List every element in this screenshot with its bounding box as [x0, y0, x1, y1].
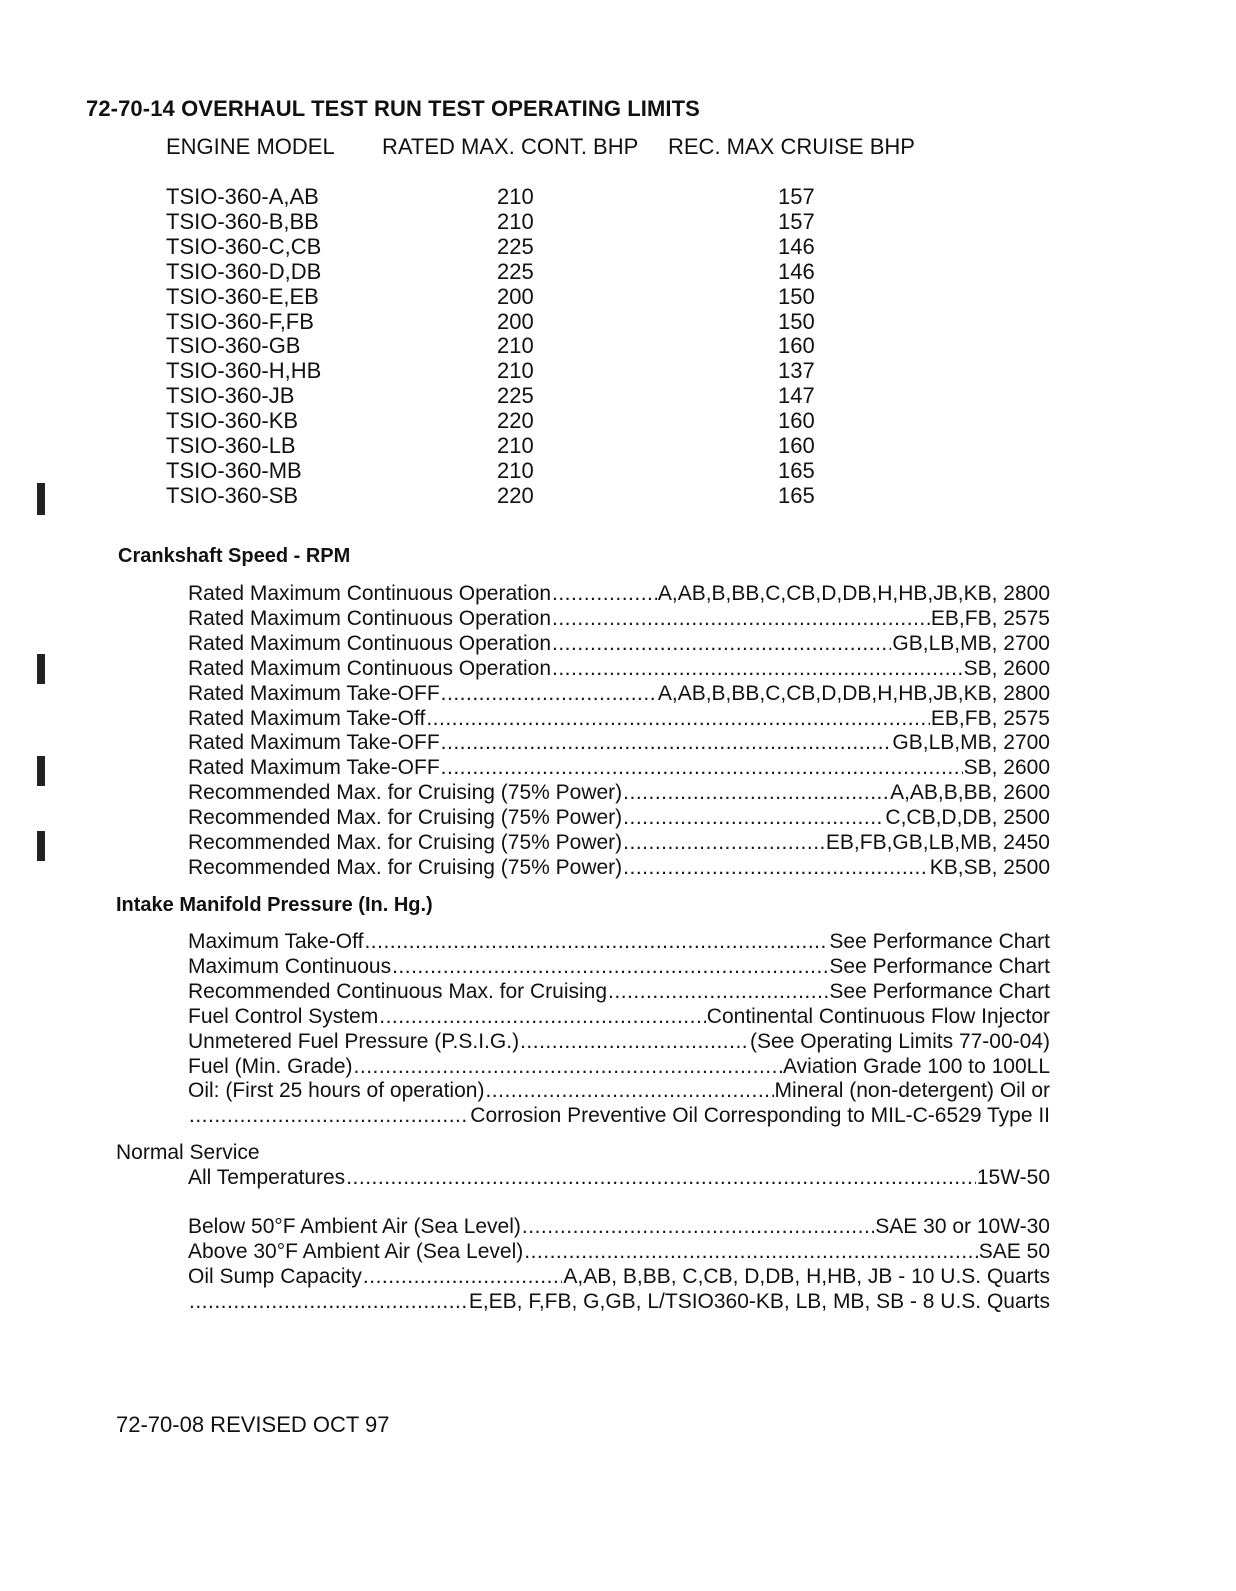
dot-leader: [379, 1004, 706, 1029]
rpm-limit-row: [188, 805, 1050, 830]
item-value: KB,SB, 2500: [929, 855, 1050, 879]
cruise-bhp-cell: 160: [778, 408, 815, 434]
item-label: Maximum Take-Off: [188, 930, 364, 953]
item-label: Rated Maximum Take-OFF: [188, 681, 440, 705]
oil-spec-row: [188, 1239, 1050, 1264]
oil-spec-row: [188, 1165, 1050, 1190]
item-value: A,AB,B,BB, 2600: [890, 781, 1050, 805]
engine-model-cell: TSIO-360-GB: [166, 333, 301, 359]
engine-model-cell: TSIO-360-B,BB: [166, 208, 319, 234]
col-header-engine-model: ENGINE MODEL: [166, 134, 335, 159]
revision-bar: [37, 831, 45, 861]
item-value: A,AB,B,BB,C,CB,D,DB,H,HB,JB,KB, 2800: [657, 582, 1050, 605]
item-label: Below 50°F Ambient Air (Sea Level): [188, 1215, 521, 1238]
rated-bhp-cell: 210: [497, 433, 534, 458]
engine-model-cell: TSIO-360-LB: [166, 433, 296, 458]
rated-bhp-cell: 225: [497, 383, 534, 409]
item-value: SAE 50: [978, 1240, 1050, 1263]
dot-leader: [524, 1239, 978, 1264]
dot-leader: [623, 780, 889, 805]
item-label: Rated Maximum Take-OFF: [188, 756, 440, 780]
normal-service-heading: Normal Service: [116, 1141, 260, 1164]
oil-spec-row: [188, 1264, 1050, 1289]
intake-limit-row: [188, 1029, 1050, 1054]
dot-leader: [426, 706, 930, 731]
engine-model-cell: TSIO-360-F,FB: [166, 308, 314, 334]
item-value: GB,LB,MB, 2700: [892, 731, 1050, 755]
engine-model-cell: TSIO-360-MB: [166, 457, 302, 483]
item-value: (See Operating Limits 77-00-04): [750, 1029, 1050, 1053]
dot-leader: [520, 1029, 749, 1054]
item-value: 15W-50: [976, 1166, 1050, 1189]
engine-model-cell: TSIO-360-H,HB: [166, 358, 322, 384]
table-row: [0, 333, 1236, 358]
table-row: [0, 209, 1236, 234]
cruise-bhp-cell: 157: [778, 208, 815, 234]
table-row: [0, 184, 1236, 209]
table-row: [0, 259, 1236, 284]
dot-leader: [608, 979, 828, 1004]
rated-bhp-cell: 210: [497, 208, 534, 234]
rpm-limit-row: [188, 681, 1050, 706]
table-row: [0, 234, 1236, 259]
item-value: See Performance Chart: [829, 954, 1050, 978]
cruise-bhp-cell: 137: [778, 358, 815, 384]
revision-bar: [37, 756, 45, 786]
dot-leader: [485, 1078, 773, 1103]
item-value: See Performance Chart: [829, 979, 1050, 1003]
rated-bhp-cell: 210: [497, 333, 534, 359]
dot-leader: [441, 730, 892, 755]
dot-leader: [441, 681, 657, 706]
item-label: Recommended Continuous Max. for Cruising: [188, 979, 608, 1003]
crankshaft-heading: Crankshaft Speed - RPM: [118, 545, 351, 567]
item-label: Rated Maximum Continuous Operation: [188, 582, 552, 605]
dot-leader: [623, 805, 884, 830]
rpm-limit-row: [188, 581, 1050, 606]
rpm-limit-row: [188, 780, 1050, 805]
dot-leader: [623, 830, 825, 855]
item-value: EB,FB, 2575: [930, 606, 1050, 630]
dot-leader: [441, 755, 963, 780]
intake-limit-row: [188, 954, 1050, 979]
intake-limit-row: [188, 1004, 1050, 1029]
cruise-bhp-cell: 160: [778, 333, 815, 359]
item-label: Maximum Continuous: [188, 954, 392, 978]
page-title: 72-70-14 OVERHAUL TEST RUN TEST OPERATING LIMITS: [86, 96, 700, 121]
item-value: SB, 2600: [963, 756, 1050, 780]
intake-limit-row: [188, 929, 1050, 954]
dot-leader: [552, 581, 657, 606]
dot-leader: [623, 855, 929, 880]
table-row: [0, 433, 1236, 458]
item-value: EB,FB, 2575: [930, 706, 1050, 730]
table-row: [0, 383, 1236, 408]
item-label: All Temperatures: [188, 1166, 346, 1189]
col-header-rec-max-cruise-bhp: REC. MAX CRUISE BHP: [668, 134, 915, 159]
intake-heading: Intake Manifold Pressure (In. Hg.): [116, 894, 433, 916]
dot-leader: [552, 631, 891, 656]
rated-bhp-cell: 210: [497, 457, 534, 483]
item-value: See Performance Chart: [829, 930, 1050, 953]
item-label: Recommended Max. for Cruising (75% Power): [188, 831, 623, 854]
engine-model-cell: TSIO-360-E,EB: [166, 283, 319, 309]
table-row: [0, 458, 1236, 483]
item-value: A,AB,B,BB,C,CB,D,DB,H,HB,JB,KB, 2800: [657, 681, 1050, 705]
oil-spec-row: [188, 1214, 1050, 1239]
cruise-bhp-cell: 146: [778, 233, 815, 259]
revision-bar: [37, 654, 45, 684]
rated-bhp-cell: 200: [497, 308, 534, 334]
table-row: [0, 483, 1236, 508]
rated-bhp-cell: 225: [497, 258, 534, 284]
dot-leader: [364, 929, 828, 954]
item-label: Unmetered Fuel Pressure (P.S.I.G.): [188, 1029, 520, 1053]
item-label: Rated Maximum Continuous Operation: [188, 606, 552, 630]
item-label: Recommended Max. for Cruising (75% Power): [188, 855, 623, 879]
item-label: Oil Sump Capacity: [188, 1265, 362, 1288]
item-label: Recommended Max. for Cruising (75% Power): [188, 806, 623, 830]
dot-leader: [354, 1054, 782, 1079]
rated-bhp-cell: 225: [497, 233, 534, 259]
item-value: Aviation Grade 100 to 100LL: [783, 1054, 1050, 1078]
dot-leader: [189, 1289, 468, 1314]
engine-model-cell: TSIO-360-C,CB: [166, 233, 322, 259]
item-label: Rated Maximum Continuous Operation: [188, 631, 552, 655]
dot-leader: [363, 1264, 562, 1289]
rated-bhp-cell: 220: [497, 408, 534, 434]
dot-leader: [552, 606, 930, 631]
item-value: SAE 30 or 10W-30: [875, 1215, 1050, 1238]
rpm-limit-row: [188, 656, 1050, 681]
cruise-bhp-cell: 165: [778, 482, 815, 508]
intake-limit-row: [188, 979, 1050, 1004]
engine-model-cell: TSIO-360-A,AB: [166, 184, 319, 209]
item-value: EB,FB,GB,LB,MB, 2450: [825, 831, 1050, 854]
table-row: [0, 284, 1236, 309]
cruise-bhp-cell: 157: [778, 184, 815, 209]
cruise-bhp-cell: 150: [778, 283, 815, 309]
rated-bhp-cell: 210: [497, 184, 534, 209]
rpm-limit-row: [188, 730, 1050, 755]
rpm-limit-row: [188, 706, 1050, 731]
dot-leader: [189, 1103, 469, 1128]
dot-leader: [522, 1214, 874, 1239]
item-value: E,EB, F,FB, G,GB, L/TSIO360-KB, LB, MB, SB - 8 U.S. Quarts: [468, 1290, 1050, 1313]
cruise-bhp-cell: 160: [778, 433, 815, 458]
table-row: [0, 408, 1236, 433]
cruise-bhp-cell: 150: [778, 308, 815, 334]
cruise-bhp-cell: 165: [778, 457, 815, 483]
item-value: A,AB, B,BB, C,CB, D,DB, H,HB, JB - 10 U.S. Quarts: [563, 1265, 1050, 1288]
item-label: Fuel (Min. Grade): [188, 1054, 353, 1078]
rated-bhp-cell: 200: [497, 283, 534, 309]
intake-limit-row: [188, 1054, 1050, 1079]
item-value: C,CB,D,DB, 2500: [885, 806, 1050, 830]
engine-model-cell: TSIO-360-KB: [166, 408, 299, 434]
engine-model-cell: TSIO-360-JB: [166, 383, 295, 409]
item-label: Rated Maximum Take-OFF: [188, 731, 440, 755]
rpm-limit-row: [188, 606, 1050, 631]
rpm-limit-row: [188, 631, 1050, 656]
col-header-rated-max-cont-bhp: RATED MAX. CONT. BHP: [382, 134, 639, 159]
item-label: Rated Maximum Continuous Operation: [188, 656, 552, 680]
rpm-limit-row: [188, 830, 1050, 855]
page-footer: 72-70-08 REVISED OCT 97: [116, 1412, 390, 1437]
item-label: Fuel Control System: [188, 1004, 379, 1028]
cruise-bhp-cell: 146: [778, 258, 815, 284]
item-value: Corrosion Preventive Oil Corresponding to MIL-C-6529 Type II: [470, 1104, 1050, 1128]
intake-limit-row: [188, 1078, 1050, 1103]
item-value: Continental Continuous Flow Injector: [706, 1004, 1050, 1028]
table-row: [0, 358, 1236, 383]
intake-limit-row: [188, 1103, 1050, 1128]
dot-leader: [552, 656, 963, 681]
table-row: [0, 309, 1236, 334]
rpm-limit-row: [188, 855, 1050, 880]
item-label: Above 30°F Ambient Air (Sea Level): [188, 1240, 524, 1263]
rated-bhp-cell: 210: [497, 358, 534, 384]
item-value: Mineral (non-detergent) Oil or: [774, 1079, 1050, 1103]
dot-leader: [392, 954, 828, 979]
oil-spec-row: [188, 1289, 1050, 1314]
cruise-bhp-cell: 147: [778, 383, 815, 409]
item-label: Oil: (First 25 hours of operation): [188, 1079, 485, 1103]
engine-model-cell: TSIO-360-SB: [166, 482, 299, 508]
revision-bar: [37, 483, 45, 515]
item-value: SB, 2600: [963, 656, 1050, 680]
item-label: Rated Maximum Take-Off: [188, 706, 426, 730]
item-value: GB,LB,MB, 2700: [892, 631, 1050, 655]
dot-leader: [346, 1165, 976, 1190]
rated-bhp-cell: 220: [497, 482, 534, 508]
rpm-limit-row: [188, 755, 1050, 780]
engine-model-cell: TSIO-360-D,DB: [166, 258, 322, 284]
item-label: Recommended Max. for Cruising (75% Power): [188, 781, 623, 805]
